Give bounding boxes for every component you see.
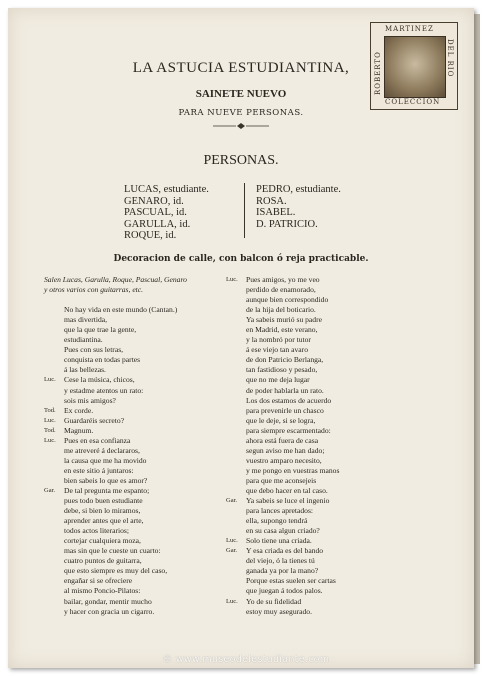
verse-line: [226, 466, 456, 476]
verse-text: que esto siempre es muy del caso,: [64, 566, 168, 576]
verse-line: [226, 375, 456, 385]
verse-line: [44, 566, 230, 576]
verse-text: Porque estas suelen ser cartas: [246, 576, 336, 586]
verse-text: Guardaréis secreto?: [64, 415, 125, 425]
verse-text: y hacer con gracia un cigarro.: [64, 606, 155, 616]
verse-text: Ex corde.: [64, 405, 94, 415]
verse-text: ganada ya por la mano?: [246, 566, 319, 576]
verse-line: [226, 586, 456, 596]
verse-line: [44, 556, 230, 566]
speaker-label: Luc.: [226, 597, 238, 605]
verse-line: [44, 516, 230, 526]
speaker-label: Luc.: [226, 276, 238, 283]
verse-text: mas sin que le cueste un cuarto:: [64, 546, 161, 556]
speaker-label: Tod.: [44, 426, 56, 434]
verse-line: [44, 546, 230, 556]
verse-line: [44, 365, 230, 375]
verse-line: [44, 586, 230, 596]
verse-text: Los dos estamos de acuerdo: [246, 395, 332, 405]
verse-line: [44, 436, 230, 446]
verse-text: tan fastidioso y pesado,: [246, 365, 318, 375]
verse-text: engañar si se ofreciere: [64, 576, 133, 586]
speaker-label: Gar.: [226, 547, 238, 555]
verse-text: para lances apretados:: [246, 506, 314, 516]
verse-text: á las bellezas.: [64, 365, 106, 375]
verse-text: estoy muy asegurado.: [246, 606, 313, 616]
verse-text: sois mis amigos?: [64, 395, 116, 405]
verse-line: [226, 486, 456, 496]
verse-text: ahora está fuera de casa: [246, 435, 319, 445]
verse-line: [226, 436, 456, 446]
verse-text: que debo hacer en tal caso.: [246, 485, 328, 495]
verse-line: [226, 315, 456, 325]
verse-line: [226, 546, 456, 556]
verse-line: [226, 426, 456, 436]
cast-divider: [244, 183, 245, 238]
verse-text: y me pongo en vuestras manos: [246, 465, 340, 475]
verse-line: [44, 597, 230, 607]
verse-line: [226, 285, 456, 295]
verse-line: [44, 355, 230, 365]
verse-text: aunque bien correspondido: [246, 295, 329, 305]
cast-member: PASCUAL, id.: [124, 207, 187, 218]
verse-text: Magnum.: [64, 425, 94, 435]
verse-line: [226, 456, 456, 466]
cast-member: ROSA.: [256, 195, 287, 207]
verse-text: al mismo Poncio-Pilatos:: [64, 586, 141, 596]
speaker-label: Gar.: [44, 486, 56, 494]
verse-text: de don Patricio Berlanga,: [246, 355, 324, 365]
verse-column-right: [226, 275, 456, 617]
speaker-label: Luc.: [44, 416, 56, 424]
verse-text: Salen Lucas, Garulla, Roque, Pascual, Genaro: [44, 275, 187, 284]
verse-text: Cese la música, chicos,: [64, 375, 135, 385]
verse-line: [226, 566, 456, 576]
verse-line: [226, 355, 456, 365]
verse-text: que juegan á todos palos.: [246, 586, 323, 596]
verse-text: y estadme atentos un rato:: [64, 385, 144, 395]
verse-text: y otros varios con guitarras, etc.: [44, 285, 144, 295]
cast-list-left: [124, 184, 209, 242]
verse-text: Pues amigos, yo me veo: [246, 275, 320, 284]
stage-setting: Decoracion de calle, con balcon ó reja practicable.: [113, 254, 369, 264]
verse-line: [44, 285, 230, 295]
verse-line: [44, 305, 230, 315]
verse-text: para prevenirle un chasco: [246, 405, 324, 415]
verse-text: que le deje, si se logra,: [246, 415, 316, 425]
verse-line: [226, 476, 456, 486]
verse-text: Y esa criada es del bando: [246, 546, 324, 556]
verse-line: [226, 275, 456, 285]
verse-text: todos actos literarios;: [64, 526, 129, 536]
verse-text: Yo de su fidelidad: [246, 596, 302, 606]
verse-line: [44, 375, 230, 385]
verse-line: [226, 396, 456, 406]
verse-text: bien sabeis lo que es amor?: [64, 475, 148, 485]
play-subtitle: SAINETE NUEVO: [195, 88, 287, 100]
ornament-divider-icon: [211, 122, 271, 130]
verse-line: [226, 556, 456, 566]
verse-line: [226, 536, 456, 546]
verse-line: [44, 476, 230, 486]
verse-line: [226, 325, 456, 335]
verse-text: en este sitio á juntaros:: [64, 465, 134, 475]
speaker-label: Luc.: [44, 376, 56, 384]
verse-line: [226, 406, 456, 416]
verse-text: vuestro amparo necesito,: [246, 455, 322, 465]
verse-text: de la hija del boticario.: [246, 305, 316, 315]
verse-line: [226, 416, 456, 426]
verse-line: [44, 456, 230, 466]
verse-line: [226, 345, 456, 355]
verse-text: y la nombró por tutor: [246, 335, 311, 345]
verse-text: ella, supongo tendrá: [246, 516, 308, 526]
verse-text: me atreveré á declararos,: [64, 445, 140, 455]
verse-line: [44, 315, 230, 325]
verse-text: estudiantina.: [64, 335, 103, 345]
verse-text: del viejo, ó la tienes tú: [246, 556, 315, 566]
verse-line: [44, 406, 230, 416]
verse-line: [226, 597, 456, 607]
verse-line: [226, 295, 456, 305]
verse-line: [226, 506, 456, 516]
watermark: © www.museodelestudiante.com: [162, 654, 330, 665]
verse-line: [226, 365, 456, 375]
verse-text: Pues en esa confianza: [64, 435, 131, 445]
verse-text: Solo tiene una criada.: [246, 536, 312, 546]
stamp-text-right: DEL RIO: [446, 39, 454, 78]
verse-line: [44, 466, 230, 476]
verse-text: segun aviso me han dado;: [246, 445, 325, 455]
verse-text: en su casa algun criado?: [246, 526, 320, 536]
verse-line: [44, 275, 230, 285]
speaker-label: Tod.: [44, 406, 56, 414]
cast-list-right: [256, 184, 341, 230]
verse-text: Ya sabeis se luce el ingenio: [246, 496, 330, 506]
verse-line: [44, 536, 230, 546]
verse-line: [226, 607, 456, 617]
speaker-label: Luc.: [44, 436, 56, 444]
verse-text: debe, si bien lo miramos,: [64, 506, 141, 516]
verse-text: cortejar cualquiera moza,: [64, 536, 141, 546]
verse-line: [226, 305, 456, 315]
verse-text: pues todo buen estudiante: [64, 496, 143, 506]
verse-line: [44, 426, 230, 436]
verse-text: para siempre escarmentado:: [246, 425, 331, 435]
verse-line: [44, 325, 230, 335]
verse-text: para que me aconsejeis: [246, 475, 317, 485]
verse-text: la causa que me ha movido: [64, 455, 147, 465]
verse-line: [44, 345, 230, 355]
verse-line: [44, 396, 230, 406]
verse-text: que no me deja lugar: [246, 375, 310, 385]
verse-line: [44, 526, 230, 536]
cast-member: GARULLA, id.: [124, 218, 191, 230]
verse-column-left: [44, 275, 230, 617]
cast-count-note: PARA NUEVE PERSONAS.: [178, 108, 304, 118]
verse-line: [44, 486, 230, 496]
verse-line: [44, 576, 230, 586]
verse-line: [226, 526, 456, 536]
cast-member: ROQUE, id.: [124, 230, 177, 241]
verse-text: No hay vida en este mundo (Cantan.): [64, 305, 178, 315]
stamp-text-bottom: COLECCION: [385, 98, 441, 106]
verse-line: [44, 607, 230, 617]
verse-text: conquista en todas partes: [64, 355, 141, 365]
verse-text: Pues con sus letras,: [64, 345, 124, 355]
verse-text: de poder hablarla un rato.: [246, 385, 324, 395]
verse-text: aprender antes que el arte,: [64, 516, 144, 526]
verse-text: mas divertida,: [64, 315, 108, 325]
personas-heading: PERSONAS.: [203, 153, 279, 168]
verse-text: perdido de enamorado,: [246, 285, 316, 295]
cast-member: ISABEL.: [256, 207, 296, 218]
stamp-text-left: ROBERTO: [374, 51, 382, 95]
speaker-label: Gar.: [226, 497, 238, 505]
verse-text: bailar, gondar, mentir mucho: [64, 596, 152, 606]
verse-line: [44, 416, 230, 426]
verse-line: [44, 506, 230, 516]
verse-line: [226, 576, 456, 586]
verse-text: que la que trae la gente,: [64, 325, 137, 335]
verse-line: [44, 335, 230, 345]
verse-text: De tal pregunta me espanto;: [64, 485, 150, 495]
verse-line: [44, 295, 230, 305]
printed-page: [8, 8, 474, 668]
play-title: LA ASTUCIA ESTUDIANTINA,: [132, 60, 350, 76]
verse-line: [226, 335, 456, 345]
cast-member: GENARO, id.: [124, 195, 184, 207]
verse-text: Ya sabeis murió su padre: [246, 315, 322, 325]
speaker-label: Luc.: [226, 537, 238, 545]
verse-text: cuatro puntos de guitarra,: [64, 556, 142, 566]
cast-member: D. PATRICIO.: [256, 218, 318, 230]
verse-line: [226, 446, 456, 456]
verse-line: [44, 386, 230, 396]
verse-line: [44, 446, 230, 456]
cast-member: PEDRO, estudiante.: [256, 184, 341, 195]
verse-line: [226, 496, 456, 506]
cast-member: LUCAS, estudiante.: [124, 184, 209, 195]
verse-line: [44, 496, 230, 506]
verse-text: en Madrid, este verano,: [246, 325, 318, 335]
stamp-text-top: MARTINEZ: [385, 25, 434, 33]
verse-text: á ese viejo tan avaro: [246, 345, 308, 355]
verse-line: [226, 386, 456, 396]
verse-line: [226, 516, 456, 526]
